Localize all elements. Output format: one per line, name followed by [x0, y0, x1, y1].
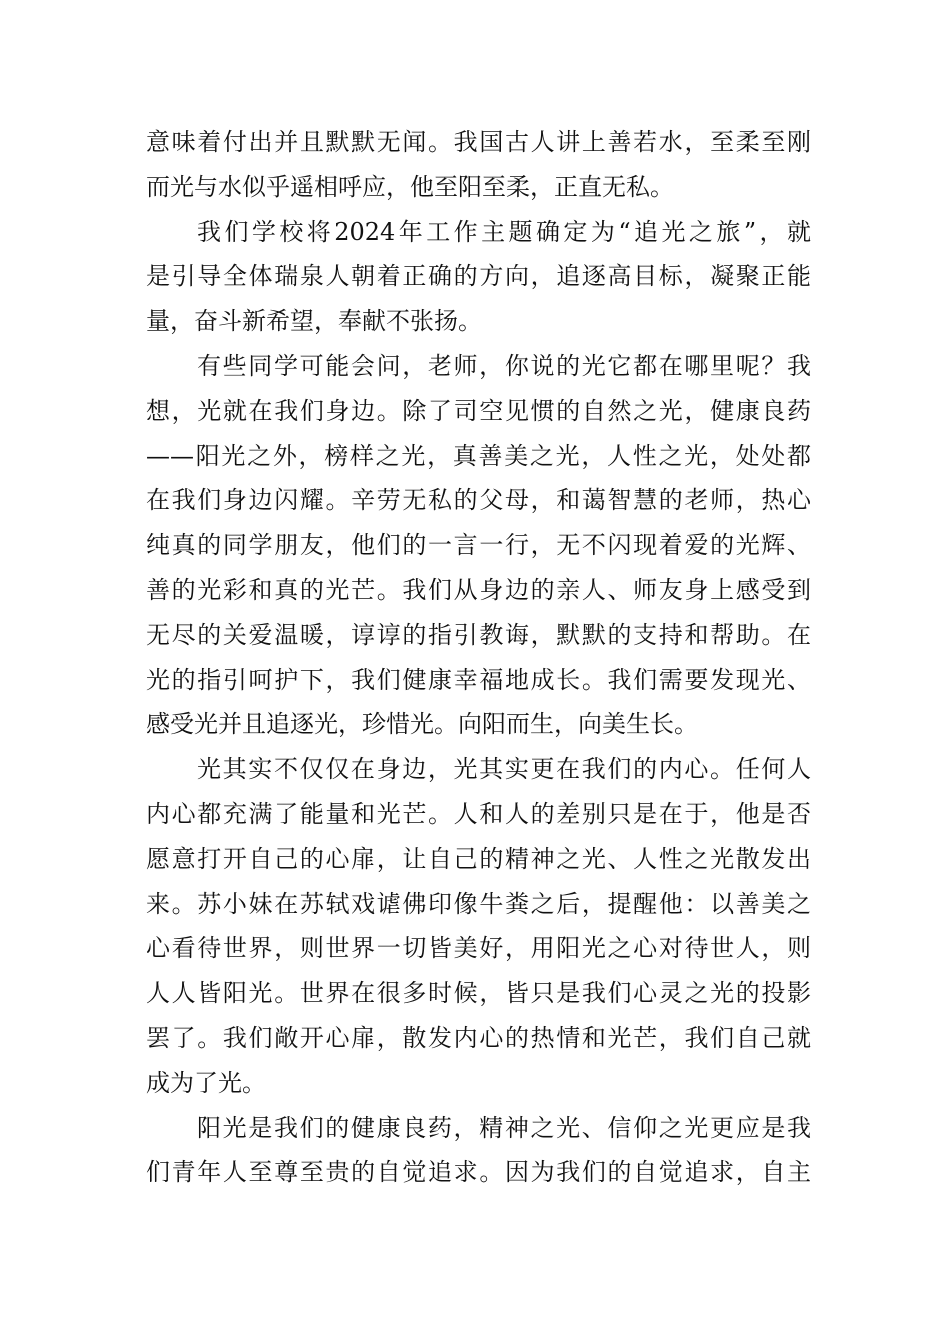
text-line: ——阳光之外，榜样之光，真善美之光，人性之光，处处都 — [146, 441, 811, 470]
paragraph-first-line: 有些同学可能会问，老师，你说的光它都在哪里呢？我 — [197, 351, 811, 380]
text-line: 内心都充满了能量和光芒。人和人的差别只是在于，他是否 — [146, 799, 811, 828]
text-line: 成为了光。 — [146, 1068, 266, 1097]
paragraph-first-line: 阳光是我们的健康良药，精神之光、信仰之光更应是我 — [197, 1113, 811, 1142]
text-line: 感受光并且追逐光，珍惜光。向阳而生，向美生长。 — [146, 710, 698, 739]
text-line: 罢了。我们敞开心扉，散发内心的热情和光芒，我们自己就 — [146, 1023, 811, 1052]
text-line: 心看待世界，则世界一切皆美好，用阳光之心对待世人，则 — [146, 934, 811, 963]
text-line: 意味着付出并且默默无闻。我国古人讲上善若水，至柔至刚 — [146, 128, 811, 156]
document-body-text — [146, 120, 811, 1195]
text-line: 善的光彩和真的光芒。我们从身边的亲人、师友身上感受到 — [146, 575, 811, 604]
text-line: 们青年人至尊至贵的自觉追求。因为我们的自觉追求，自主 — [146, 1158, 811, 1187]
text-line: 而光与水似乎遥相呼应，他至阳至柔，正直无私。 — [146, 172, 674, 201]
paragraph-first-line: 我们学校将2024年工作主题确定为“追光之旅”，就 — [197, 217, 811, 246]
text-line: 在我们身边闪耀。辛劳无私的父母，和蔼智慧的老师，热心 — [146, 486, 811, 515]
text-line: 光的指引呵护下，我们健康幸福地成长。我们需要发现光、 — [146, 665, 811, 694]
text-line: 无尽的关爱温暖，谆谆的指引教诲，默默的支持和帮助。在 — [146, 620, 811, 649]
text-line: 量，奋斗新希望，奉献不张扬。 — [146, 307, 482, 336]
text-line: 想，光就在我们身边。除了司空见惯的自然之光，健康良药 — [146, 396, 811, 425]
text-line: 来。苏小妹在苏轼戏谑佛印像牛粪之后，提醒他：以善美之 — [146, 889, 811, 918]
text-line: 纯真的同学朋友，他们的一言一行，无不闪现着爱的光辉、 — [146, 531, 811, 560]
text-line: 愿意打开自己的心扉，让自己的精神之光、人性之光散发出 — [146, 844, 811, 873]
paragraph-first-line: 光其实不仅仅在身边，光其实更在我们的内心。任何人 — [197, 755, 811, 784]
text-line: 人人皆阳光。世界在很多时候，皆只是我们心灵之光的投影 — [146, 979, 811, 1008]
text-line: 是引导全体瑞泉人朝着正确的方向，追逐高目标，凝聚正能 — [146, 262, 811, 291]
